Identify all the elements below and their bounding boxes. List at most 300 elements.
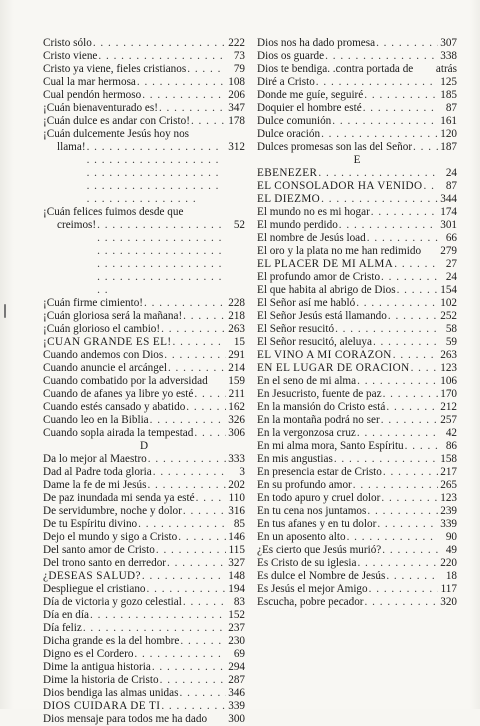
index-entry — [43, 63, 245, 76]
dot-leader — [161, 700, 226, 713]
dot-leader — [365, 596, 438, 609]
hymn-number: 287 — [228, 674, 245, 686]
hymn-title: El Señor Jesús está llamando — [257, 310, 387, 322]
hymn-number: 59 — [445, 336, 457, 348]
index-entry — [43, 713, 245, 726]
hymn-title: Cuando andemos con Dios — [43, 349, 164, 361]
index-entry — [43, 583, 245, 596]
dot-leader — [134, 648, 226, 661]
index-entry — [43, 37, 245, 50]
hymn-number: 306 — [228, 427, 245, 439]
dot-leader — [381, 271, 438, 284]
dot-leader — [137, 76, 226, 89]
hymn-number: 344 — [440, 193, 457, 205]
index-column-left — [43, 37, 245, 726]
index-entry — [43, 206, 245, 297]
hymn-title: En tus afanes y en tu dolor — [257, 518, 377, 530]
hymn-number: 333 — [228, 453, 245, 465]
hymn-number: 146 — [228, 531, 245, 543]
dot-leader — [142, 570, 226, 583]
hymn-title: Dejo el mundo y sigo a Cristo — [43, 531, 178, 543]
index-entry — [43, 297, 245, 310]
dot-leader — [381, 492, 438, 505]
hymn-title: Dicha grande es la del hombre — [43, 635, 180, 647]
hymn-number: 18 — [445, 570, 457, 582]
hymn-title: Cual pendón hermoso — [43, 89, 142, 101]
hymn-number: 152 — [228, 609, 245, 621]
hymn-number: 230 — [228, 635, 245, 647]
hymn-title: Dios bendiga las almas unidas — [43, 687, 179, 699]
hymn-number: 338 — [440, 50, 457, 62]
hymn-number: 24 — [445, 271, 457, 283]
index-entry — [43, 505, 245, 518]
index-entry — [257, 375, 457, 388]
dot-leader — [142, 89, 226, 102]
hymn-number: 252 — [440, 310, 457, 322]
hymn-title: Dios te bendiga. .contra portada de — [257, 63, 414, 75]
index-entry — [257, 180, 457, 193]
index-entry — [257, 37, 457, 50]
hymn-title: Dios os guarde — [257, 50, 325, 62]
hymn-number: 222 — [228, 37, 245, 49]
hymn-title: De tu Espíritu divino — [43, 518, 138, 530]
hymn-title: ¿DESEAS SALUD? — [43, 570, 141, 582]
dot-leader — [147, 479, 226, 492]
index-column-right — [257, 37, 457, 609]
index-entry — [257, 128, 457, 141]
dot-leader — [97, 219, 226, 297]
index-entry — [43, 401, 245, 414]
dot-leader — [373, 336, 438, 349]
dot-leader — [194, 388, 226, 401]
dot-leader — [377, 518, 438, 531]
index-entry — [43, 128, 245, 206]
index-entry — [43, 362, 245, 375]
dot-leader — [376, 37, 438, 50]
dot-leader — [388, 310, 438, 323]
hymn-number: 85 — [233, 518, 245, 530]
hymn-title: Escucha, pobre pecador — [257, 596, 364, 608]
index-entry — [43, 336, 245, 349]
index-entry — [43, 570, 245, 583]
hymn-title: Cual la mar hermosa — [43, 76, 136, 88]
index-entry — [43, 544, 245, 557]
index-entry — [257, 505, 457, 518]
dot-leader — [353, 479, 438, 492]
index-entry — [257, 479, 457, 492]
dot-leader — [164, 349, 226, 362]
hymn-title: Cuando sopla airada la tempestad — [43, 427, 194, 439]
dot-leader — [150, 414, 226, 427]
hymn-title: ¡Cuán firme cimiento! — [43, 297, 144, 309]
index-entry — [257, 492, 457, 505]
index-entry — [257, 440, 457, 453]
hymn-title: El mundo perdido — [257, 219, 338, 231]
hymn-number: 206 — [228, 89, 245, 101]
index-entry — [43, 687, 245, 700]
dot-leader — [98, 50, 226, 63]
dot-leader — [138, 518, 226, 531]
hymn-title: Dios nos ha dado promesa — [257, 37, 376, 49]
hymn-number: 327 — [228, 557, 245, 569]
index-entry — [257, 245, 457, 258]
index-entry — [43, 648, 245, 661]
hymn-title: ¡CUAN GRANDE ES EL! — [43, 336, 172, 348]
dot-leader — [386, 570, 438, 583]
hymn-number: 162 — [228, 401, 245, 413]
index-entry — [43, 50, 245, 63]
hymn-title: De paz inundada mi senda ya esté — [43, 492, 195, 504]
index-entry — [257, 336, 457, 349]
dot-leader — [347, 531, 438, 544]
index-entry — [43, 115, 245, 128]
index-entry — [257, 219, 457, 232]
index-entry — [43, 674, 245, 687]
hymn-title: Dime la antigua historia — [43, 661, 151, 673]
hymn-title: Donde me guíe, seguiré — [257, 89, 364, 101]
hymn-title: El profundo amor de Cristo — [257, 271, 381, 283]
index-entry — [257, 544, 457, 557]
index-entry — [43, 596, 245, 609]
hymn-number: 214 — [228, 362, 245, 374]
dot-leader — [357, 557, 438, 570]
dot-leader — [381, 414, 438, 427]
dot-leader — [367, 232, 438, 245]
hymn-number: atrás — [435, 63, 457, 75]
hymn-number: 339 — [440, 518, 457, 530]
index-entry — [43, 76, 245, 89]
index-entry — [257, 349, 457, 362]
hymn-title: El Señor así me habló — [257, 297, 356, 309]
index-entry — [43, 89, 245, 102]
index-entry — [43, 414, 245, 427]
dot-leader — [397, 284, 438, 297]
hymn-number: 212 — [440, 401, 457, 413]
hymn-number: 86 — [445, 440, 457, 452]
hymn-title: Dulce comunión — [257, 115, 332, 127]
hymn-number: 217 — [440, 466, 457, 478]
hymn-number: 339 — [228, 700, 245, 712]
index-entry — [257, 102, 457, 115]
hymn-title: Dios mensaje para todos me ha dado — [43, 713, 208, 725]
dot-leader — [152, 661, 226, 674]
index-entry — [257, 284, 457, 297]
hymn-number: 279 — [440, 245, 457, 257]
index-entry — [43, 349, 245, 362]
hymn-title: Cuando de afanes ya libre yo esté — [43, 388, 194, 400]
dot-leader — [148, 453, 226, 466]
dot-leader — [325, 50, 438, 63]
hymn-number: 265 — [440, 479, 457, 491]
hymn-number: 237 — [228, 622, 245, 634]
dot-leader — [186, 401, 226, 414]
hymn-number: 125 — [440, 76, 457, 88]
index-entry — [257, 232, 457, 245]
dot-leader — [159, 102, 226, 115]
index-entry — [257, 427, 457, 440]
hymn-number: 49 — [445, 544, 457, 556]
hymn-title: Digno es el Cordero — [43, 648, 134, 660]
hymn-number: 228 — [228, 297, 245, 309]
hymn-title: En un aposento alto — [257, 531, 346, 543]
hymn-number: 257 — [440, 414, 457, 426]
hymn-title: En todo apuro y cruel dolor — [257, 492, 381, 504]
hymn-title: En la montaña podrá no ser — [257, 414, 380, 426]
hymn-title: EL VINO A MI CORAZON — [257, 349, 392, 361]
index-entry — [257, 141, 457, 154]
index-entry — [257, 531, 457, 544]
hymn-number: 263 — [440, 349, 457, 361]
hymn-number: 316 — [228, 505, 245, 517]
hymn-title: DIOS CUIDARA DE TI — [43, 700, 161, 712]
index-entry — [43, 453, 245, 466]
dot-leader — [180, 635, 226, 648]
index-entry — [43, 661, 245, 674]
index-entry — [257, 89, 457, 102]
dot-leader — [196, 492, 226, 505]
index-entry — [43, 388, 245, 401]
dot-leader — [156, 544, 226, 557]
index-entry — [257, 388, 457, 401]
hymn-title: El nombre de Jesús load — [257, 232, 366, 244]
index-entry — [257, 258, 457, 271]
index-entry — [43, 492, 245, 505]
hymn-number: 159 — [228, 375, 245, 387]
index-entry — [257, 583, 457, 596]
hymn-title: Da lo mejor al Maestro — [43, 453, 147, 465]
hymn-number: 187 — [440, 141, 457, 153]
dot-leader — [386, 401, 438, 414]
dot-leader — [318, 167, 438, 180]
hymn-number: 120 — [440, 128, 457, 140]
hymn-number: 170 — [440, 388, 457, 400]
section-letter: E — [353, 154, 361, 166]
hymn-title: El oro y la plata no me han redimido — [257, 245, 422, 257]
hymn-title: EN EL LUGAR DE ORACION — [257, 362, 410, 374]
hymn-title: Dime la historia de Cristo — [43, 674, 159, 686]
dot-leader — [383, 388, 438, 401]
hymn-number: 218 — [228, 310, 245, 322]
dot-leader — [411, 362, 438, 375]
hymn-number: 102 — [440, 297, 457, 309]
hymn-number: 158 — [440, 453, 457, 465]
index-entry — [257, 310, 457, 323]
hymn-number: 239 — [440, 505, 457, 517]
dot-leader — [191, 115, 226, 128]
index-entry — [43, 466, 245, 479]
dot-leader — [183, 505, 226, 518]
hymn-number: 263 — [228, 323, 245, 335]
hymn-title: Día feliz — [43, 622, 82, 634]
hymn-number: 312 — [228, 141, 245, 153]
hymn-number: 27 — [445, 258, 457, 270]
hymn-number: 73 — [233, 50, 245, 62]
index-entry — [257, 414, 457, 427]
index-entry — [257, 518, 457, 531]
hymn-title: En su profundo amor — [257, 479, 352, 491]
dot-leader — [321, 193, 438, 206]
hymn-number: 174 — [440, 206, 457, 218]
index-entry — [43, 427, 245, 440]
dot-leader — [413, 141, 438, 154]
hymn-number: 83 — [233, 596, 245, 608]
hymn-number: 79 — [233, 63, 245, 75]
dot-leader — [90, 609, 226, 622]
dot-leader — [356, 297, 438, 310]
dot-leader — [335, 323, 438, 336]
hymn-number: 24 — [445, 167, 457, 179]
dot-leader — [153, 466, 226, 479]
index-entry — [257, 453, 457, 466]
index-entry — [43, 557, 245, 570]
index-entry — [43, 700, 245, 713]
hymn-title: ¡Cuán glorioso el cambio! — [43, 323, 161, 335]
index-entry — [257, 50, 457, 63]
dot-leader — [83, 622, 226, 635]
index-entry — [43, 310, 245, 323]
hymn-number: 202 — [228, 479, 245, 491]
index-entry — [257, 193, 457, 206]
hymn-number: 69 — [233, 648, 245, 660]
hymn-number: 148 — [228, 570, 245, 582]
hymn-title: En mi alma mora, Santo Espíritu — [257, 440, 404, 452]
hymn-number: 106 — [440, 375, 457, 387]
index-entry — [257, 323, 457, 336]
hymn-number: 346 — [228, 687, 245, 699]
hymn-number: 211 — [228, 388, 245, 400]
dot-leader — [424, 180, 438, 193]
index-entry — [43, 635, 245, 648]
hymn-number: 15 — [233, 336, 245, 348]
index-entry — [257, 557, 457, 570]
hymn-number: 326 — [228, 414, 245, 426]
hymn-number: 347 — [228, 102, 245, 114]
hymn-title: Doquier el hombre esté — [257, 102, 362, 114]
dot-leader — [147, 583, 226, 596]
hymn-title: ¡Cuán gloriosa será la mañana! — [43, 310, 183, 322]
hymn-number: 194 — [228, 583, 245, 595]
dot-leader — [357, 427, 438, 440]
index-entry — [43, 323, 245, 336]
index-entry — [43, 375, 245, 388]
hymn-number: 3 — [239, 466, 245, 478]
dot-leader — [144, 297, 226, 310]
index-entry — [257, 466, 457, 479]
hymn-title: ¿Es cierto que Jesús murió? — [257, 544, 382, 556]
dot-leader — [183, 596, 226, 609]
dot-leader — [194, 427, 226, 440]
dot-leader — [364, 89, 438, 102]
hymn-title: Cristo sólo — [43, 37, 92, 49]
margin-mark — [4, 304, 6, 318]
hymn-title: En presencia estar de Cristo — [257, 466, 382, 478]
dot-leader — [161, 323, 226, 336]
hymn-title: Cristo ya viene, fieles cristianos — [43, 63, 187, 75]
hymn-title-continued: llama! — [57, 141, 86, 153]
hymn-title: El mundo no es mi hogar — [257, 206, 370, 218]
hymn-number: 117 — [440, 583, 457, 595]
dot-leader — [187, 63, 226, 76]
hymn-number: 178 — [228, 115, 245, 127]
hymn-number: 220 — [440, 557, 457, 569]
hymn-number: 294 — [228, 661, 245, 673]
hymn-title: En la vergonzosa cruz — [257, 427, 356, 439]
index-entry — [43, 531, 245, 544]
hymn-number: 291 — [228, 349, 245, 361]
dot-leader — [160, 674, 226, 687]
hymn-number: 115 — [228, 544, 245, 556]
hymn-number: 301 — [440, 219, 457, 231]
hymn-number: 42 — [445, 427, 457, 439]
index-entry — [257, 76, 457, 89]
hymn-number: 320 — [440, 596, 457, 608]
hymn-number: 185 — [440, 89, 457, 101]
hymn-number: 161 — [440, 115, 457, 127]
hymn-title: ¡Cuán dulce es andar con Cristo! — [43, 115, 190, 127]
hymn-number: 58 — [445, 323, 457, 335]
index-entry — [43, 609, 245, 622]
dot-leader — [382, 544, 438, 557]
hymn-number: 300 — [228, 713, 245, 725]
hymn-title: EBENEZER — [257, 167, 318, 179]
dot-leader — [334, 453, 438, 466]
dot-leader — [179, 687, 226, 700]
dot-leader — [367, 505, 438, 518]
index-entry — [43, 518, 245, 531]
hymn-title: Del trono santo en derredor — [43, 557, 167, 569]
hymn-title: En el seno de mi alma — [257, 375, 357, 387]
index-entry — [257, 596, 457, 609]
dot-leader — [332, 115, 438, 128]
hymn-number: 87 — [445, 180, 457, 192]
hymn-title: Dame la fe de mi Jesús — [43, 479, 147, 491]
hymn-number: 87 — [445, 102, 457, 114]
dot-leader — [383, 466, 438, 479]
hymn-title: ¡Cuán dulcemente Jesús hoy nos — [43, 128, 190, 140]
hymn-title: Dad al Padre toda gloria — [43, 466, 152, 478]
hymn-title: En mis angustias — [257, 453, 333, 465]
hymn-title: En Jesucristo, fuente de paz — [257, 388, 382, 400]
hymn-title: Cuando leo en la Biblia — [43, 414, 149, 426]
hymn-title: Del santo amor de Cristo — [43, 544, 155, 556]
dot-leader — [321, 128, 438, 141]
index-entry — [43, 622, 245, 635]
hymn-number: 154 — [440, 284, 457, 296]
hymn-title-continued: creimos! — [57, 219, 97, 231]
hymn-number: 110 — [228, 492, 245, 504]
dot-leader — [339, 219, 438, 232]
index-entry — [257, 362, 457, 375]
index-entry — [257, 570, 457, 583]
hymn-title: En la mansión do Cristo está — [257, 401, 386, 413]
hymn-title: Día de victoria y gozo celestial — [43, 596, 182, 608]
hymn-title: Es Cristo de su iglesia — [257, 557, 357, 569]
hymn-title: El Señor resucitó, aleluya — [257, 336, 372, 348]
index-entry — [257, 63, 457, 76]
index-entry — [257, 167, 457, 180]
hymn-title: Dulces promesas son las del Señor — [257, 141, 413, 153]
hymn-number: 123 — [440, 492, 457, 504]
dot-leader — [167, 557, 226, 570]
hymn-number: 66 — [445, 232, 457, 244]
hymn-title: Cristo viene — [43, 50, 98, 62]
hymn-number: 90 — [445, 531, 457, 543]
dot-leader — [371, 206, 438, 219]
hymn-title: Despliegue el cristiano — [43, 583, 146, 595]
dot-leader — [394, 258, 438, 271]
dot-leader — [87, 141, 226, 206]
hymn-title: El que habita al abrigo de Dios — [257, 284, 396, 296]
